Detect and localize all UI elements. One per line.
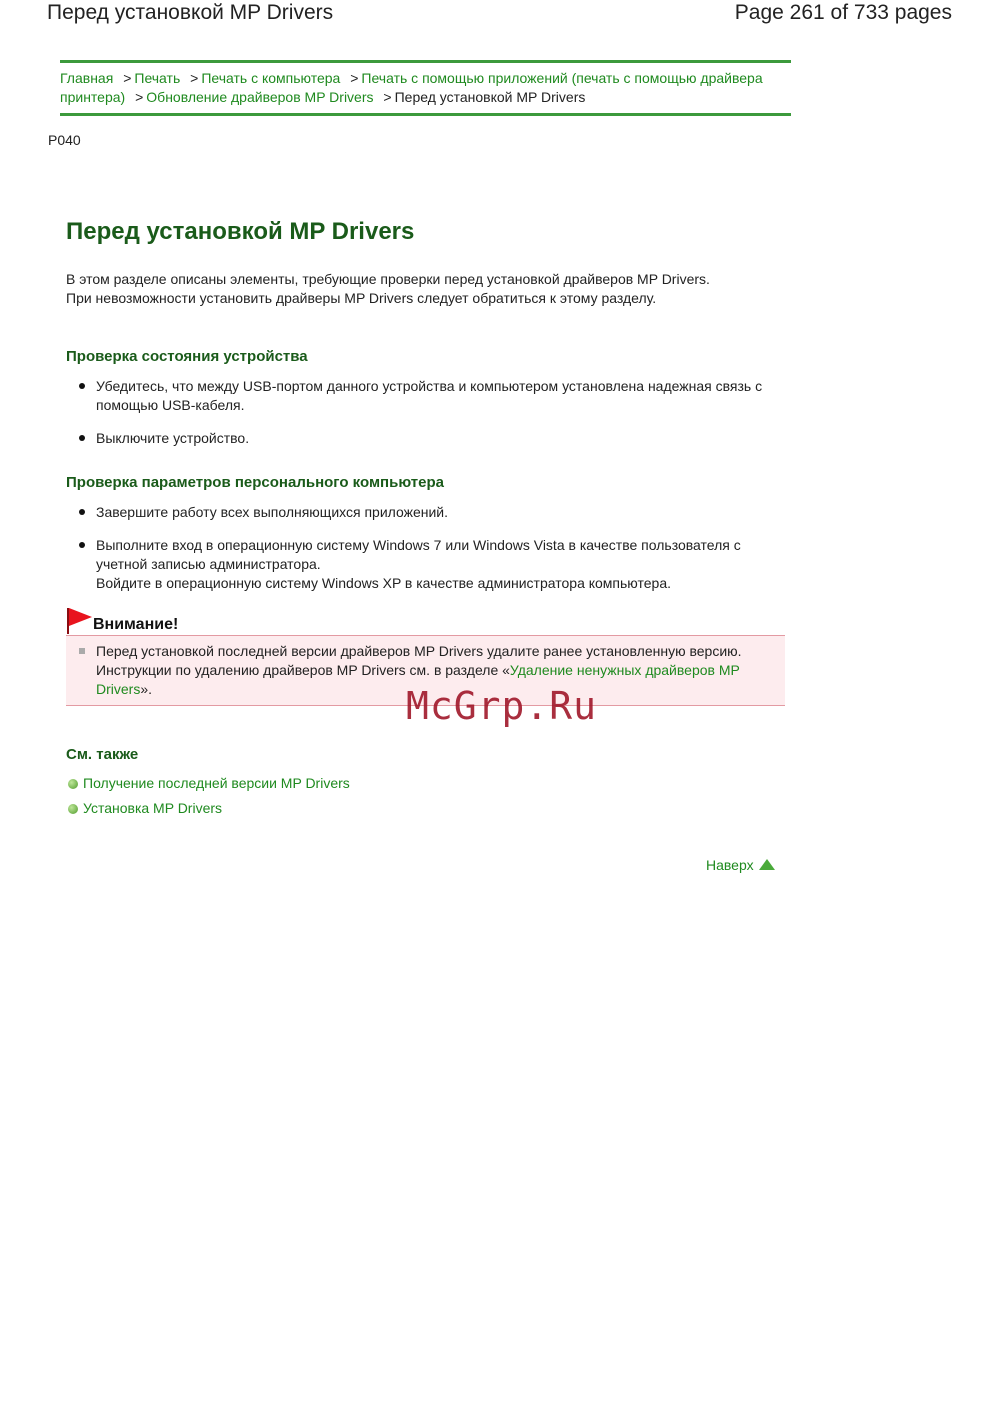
bullet-ball-icon: [68, 804, 78, 814]
attention-title: Внимание!: [93, 616, 179, 633]
attention-text-end: ».: [140, 681, 153, 697]
page-title: Перед установкой MP Drivers: [66, 218, 415, 245]
up-arrow-icon: [759, 859, 775, 870]
see-also-links: [66, 771, 786, 821]
intro-line-2: При невозможности установить драйверы MP Drivers следует обратиться к этому разделу.: [66, 290, 657, 306]
document-title: Перед установкой MP Drivers: [47, 1, 334, 24]
breadcrumb: [60, 60, 791, 116]
breadcrumb-separator: >: [135, 89, 144, 105]
bullet-ball-icon: [68, 779, 78, 789]
page-header: [0, 0, 1000, 30]
page-code: P040: [48, 132, 81, 148]
pc-check-list: [66, 503, 786, 593]
breadcrumb-separator: >: [190, 70, 199, 86]
link-label: Получение последней версии MP Drivers: [83, 775, 350, 791]
see-also-link-get-latest[interactable]: [66, 771, 786, 796]
intro-text: [66, 270, 786, 308]
see-also-title: См. также: [66, 746, 139, 763]
list-item-text: Выполните вход в операционную систему Windows 7 или Windows Vista в качестве пользователя с учетной записью администратора.: [96, 537, 741, 572]
attention-header: [66, 607, 786, 635]
link-label: Установка MP Drivers: [83, 800, 223, 816]
breadcrumb-link-update-drivers[interactable]: Обновление драйверов MP Drivers: [146, 89, 374, 105]
breadcrumb-link-print-from-computer[interactable]: Печать с компьютера: [201, 70, 341, 86]
main-content: [66, 218, 786, 821]
list-item: Убедитесь, что между USB-портом данного устройства и компьютером установлена надежная связь с помощью USB-кабеля.: [66, 377, 786, 415]
list-item: Выключите устройство.: [66, 429, 786, 448]
breadcrumb-link-print-with-apps[interactable]: Печать с помощью приложений (печать с помощью драйвера принтера): [60, 70, 763, 105]
breadcrumb-current: Перед установкой MP Drivers: [394, 89, 586, 105]
page-count: Page 261 of 733 pages: [734, 1, 952, 24]
section-title-device-status: Проверка состояния устройства: [66, 348, 308, 365]
list-item: [66, 536, 786, 593]
remove-drivers-link[interactable]: Удаление ненужных драйверов MP Drivers: [96, 662, 740, 697]
breadcrumb-link-home[interactable]: Главная: [60, 70, 114, 86]
watermark: McGrp.Ru: [406, 684, 598, 728]
flag-icon: [66, 607, 93, 635]
attention-text: Перед установкой последней версии драйверов MP Drivers удалите ранее установленную версию. Инструкции по удалению драйверов MP Drivers см. в разделе «: [96, 643, 742, 678]
breadcrumb-separator: >: [383, 89, 392, 105]
section-title-pc-settings: Проверка параметров персонального компьютера: [66, 474, 444, 491]
intro-line-1: В этом разделе описаны элементы, требующие проверки перед установкой драйверов MP Drivers.: [66, 271, 710, 287]
list-item: Завершите работу всех выполняющихся приложений.: [66, 503, 786, 522]
list-item-text: Войдите в операционную систему Windows XP в качестве администратора компьютера.: [96, 575, 672, 591]
breadcrumb-separator: >: [123, 70, 132, 86]
back-to-top-label: Наверх: [706, 857, 754, 873]
back-to-top-link[interactable]: [706, 857, 775, 873]
breadcrumb-separator: >: [350, 70, 359, 86]
see-also-link-install[interactable]: [66, 796, 786, 821]
device-check-list: [66, 377, 786, 448]
breadcrumb-link-print[interactable]: Печать: [134, 70, 181, 86]
